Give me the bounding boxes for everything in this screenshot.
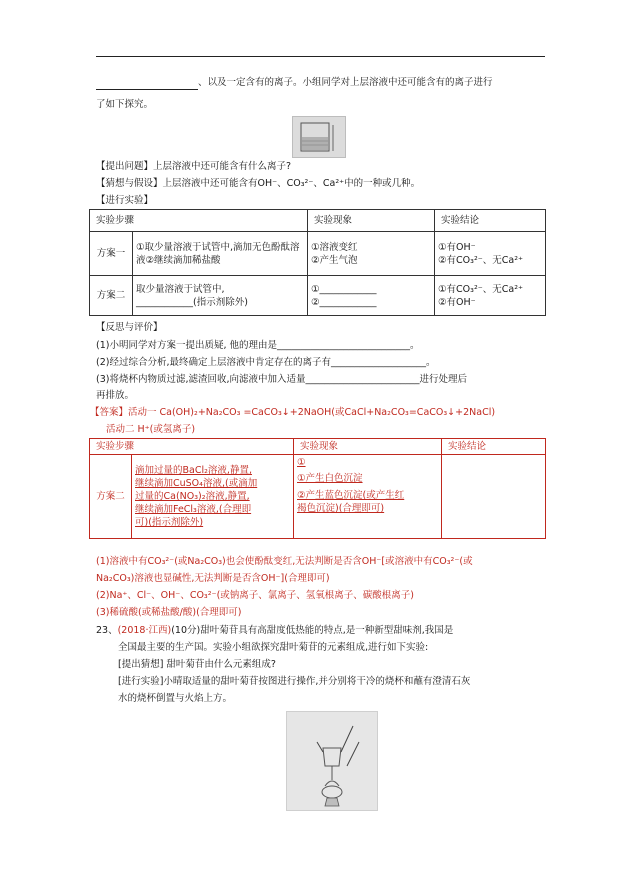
answer-step-4: 继续滴加FeCl₃溶液,(合理即	[135, 504, 252, 515]
answer-step-1: 滴加过量的BaCl₂溶液,静置,	[135, 465, 252, 476]
row1-conclusion-2: ②有CO₃²⁻、无Ca²⁺	[438, 254, 524, 266]
answer-r1b: Na₂CO₃)溶液也显碱性,无法判断是否含OH⁻](合理即可)	[96, 573, 330, 584]
answer-row-label: 方案二	[90, 455, 132, 539]
table-header-steps: 实验步骤	[90, 210, 308, 232]
answer-steps	[132, 455, 294, 539]
reflection-q1: (1)小明同学对方案一提出质疑, 他的理由是____________________________。	[96, 340, 420, 351]
experiment-table	[89, 209, 546, 316]
q23-line-5: 水的烧杯倒置与火焰上方。	[118, 693, 233, 704]
intro-line-2: 了如下探究。	[96, 99, 154, 110]
row1-phenomena	[308, 232, 435, 276]
question-ask: 【提出问题】上层溶液中还可能含有什么离子?	[96, 161, 292, 172]
intro-line-1-text: 、以及一定含有的离子。小组同学对上层溶液中还可能含有的离子进行	[198, 77, 493, 88]
answer-step-3: 过量的Ca(NO₃)₂溶液,静置,	[135, 491, 250, 502]
row1-steps: ①取少量溶液于试管中,滴加无色酚酞溶液②继续滴加稀盐酸	[133, 232, 308, 276]
row2-steps-1: 取少量溶液于试管中,	[136, 283, 225, 295]
answer-header-conclusion: 实验结论	[442, 439, 546, 455]
intro-line-1	[96, 76, 493, 90]
answer-phen-4: 褐色沉淀)(合理即可)	[297, 503, 385, 514]
q23-line-2: 全国最主要的生产国。实验小组欲探究甜叶菊苷的元素组成,进行如下实验:	[118, 642, 429, 653]
answer-r1a: (1)溶液中有CO₃²⁻(或Na₂CO₃)也会使酚酞变红,无法判断是否含OH⁻[或溶液中有CO₃²⁻(或	[96, 556, 473, 567]
question-experiment: 【进行实验】	[96, 195, 154, 206]
answer-table	[89, 438, 546, 539]
reflection-q3a: (3)将烧杯内物质过滤,滤渣回收,向滤液中加入适量________________________进行处理后	[96, 374, 467, 385]
row2-steps-2: ____________(指示剂除外)	[136, 296, 248, 308]
answer-r2: (2)Na⁺、Cl⁻、OH⁻、CO₃²⁻(或钠离子、氯离子、氢氧根离子、碳酸根离子)	[96, 590, 414, 601]
row1-phenomena-2: ②产生气泡	[311, 254, 358, 266]
row2-phenomena	[308, 276, 435, 316]
answer-phen-3: ②产生蓝色沉淀(或产生红	[297, 490, 405, 501]
answer-step-2: 继续滴加CuSO₄溶液,(或滴加	[135, 478, 258, 489]
answer-header-phenomena: 实验现象	[294, 439, 442, 455]
q23-line-1	[96, 624, 453, 637]
row2-conclusion	[435, 276, 546, 316]
apparatus-figure	[286, 711, 378, 811]
row2-label: 方案二	[90, 276, 133, 316]
reflection-q3b: 再排放。	[96, 390, 135, 401]
reflection-q2: (2)经过综合分析,最终确定上层溶液中肯定存在的离子有____________________。	[96, 357, 436, 368]
answer-header-steps: 实验步骤	[90, 439, 294, 455]
row2-steps	[133, 276, 308, 316]
row2-conclusion-1: ①有CO₃²⁻、无Ca²⁺	[438, 283, 524, 295]
row2-phenomena-1: ①____________	[311, 283, 377, 295]
reflection-title: 【反思与评价】	[96, 322, 163, 333]
apparatus-icon	[287, 712, 377, 810]
answer-phenomena	[294, 455, 442, 539]
table-header-phenomena: 实验现象	[308, 210, 435, 232]
beaker-figure	[292, 116, 346, 158]
header-rule	[96, 56, 545, 57]
q23-text-1: (10分)甜叶菊苷具有高甜度低热能的特点,是一种新型甜味剂,我国是	[171, 625, 454, 636]
q23-source: (2018·江西)	[117, 625, 172, 636]
row1-conclusion-1: ①有OH⁻	[438, 241, 476, 253]
answer-step-5: 可)(指示剂除外)	[135, 517, 204, 528]
question-guess: 【猜想与假设】上层溶液中还可能含有OH⁻、CO₃²⁻、Ca²⁺中的一种或几种。	[96, 178, 421, 189]
beaker-icon	[293, 117, 345, 157]
row2-phenomena-2: ②____________	[311, 296, 377, 308]
table-header-conclusion: 实验结论	[435, 210, 546, 232]
answer-line-2: 活动二 H⁺(或氢离子)	[106, 424, 196, 435]
row1-phenomena-1: ①溶液变红	[311, 241, 358, 253]
answer-phen-1: ①	[297, 457, 306, 468]
q23-number: 23、	[96, 625, 118, 636]
answer-line-1: 【答案】活动一 Ca(OH)₂+Na₂CO₃ =CaCO₃↓+2NaOH(或CaCl+Na₂CO₃=CaCO₃↓+2NaCl)	[90, 407, 496, 418]
row1-label: 方案一	[90, 232, 133, 276]
answer-conclusion	[442, 455, 546, 539]
intro-blank	[96, 76, 198, 90]
q23-line-3: [提出猜想] 甜叶菊苷由什么元素组成?	[118, 659, 276, 670]
row2-conclusion-2: ②有OH⁻	[438, 296, 476, 308]
q23-line-4: [进行实验]小晴取适量的甜叶菊苷按图进行操作,并分别将干冷的烧杯和蘸有澄清石灰	[118, 676, 471, 687]
answer-r3: (3)稀硫酸(或稀盐酸/酸)(合理即可)	[96, 607, 242, 618]
row1-conclusion	[435, 232, 546, 276]
answer-phen-2: ①产生白色沉淀	[297, 473, 363, 484]
